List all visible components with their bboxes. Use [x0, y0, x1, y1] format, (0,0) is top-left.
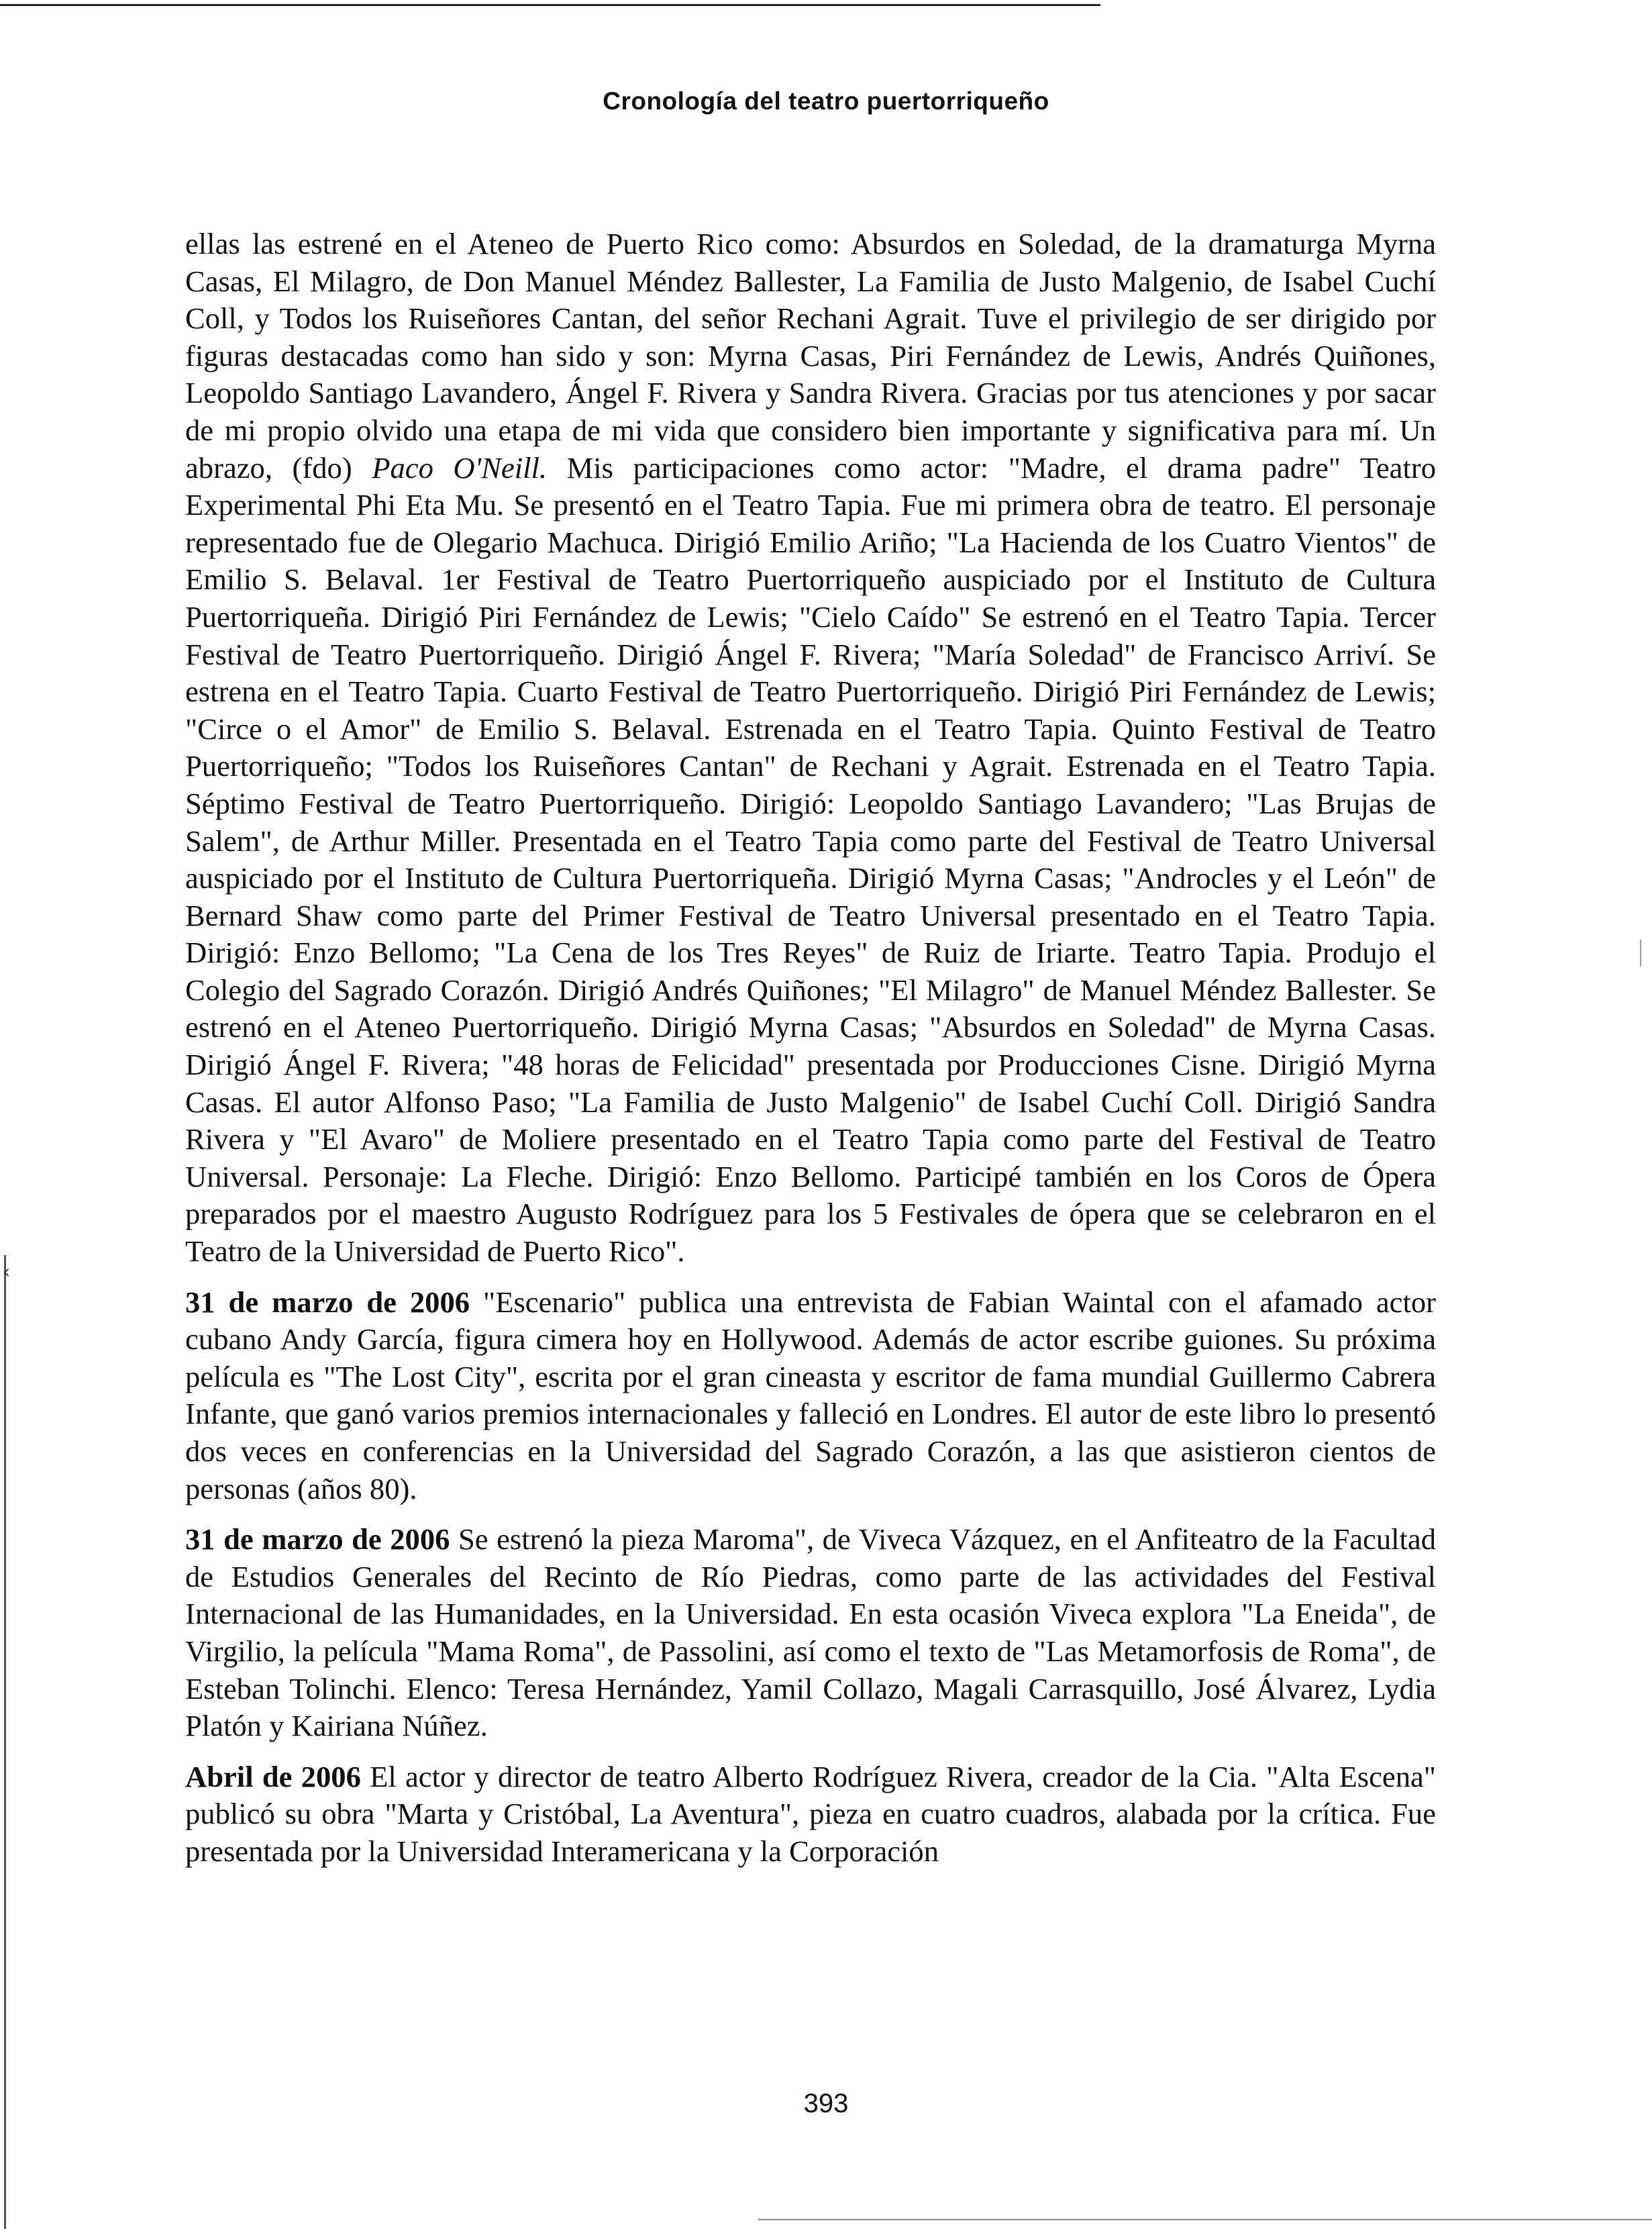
- scan-top-border: [0, 4, 1100, 6]
- paragraph-text: ellas las estrené en el Ateneo de Puerto Rico como: Absurdos en Soledad, de la dramaturga Myrna Casas, El Milagro, de Don Manuel Méndez Ballester, La Familia de Justo Malgenio, de Isabel Cuchí Coll, y Todos los Ruiseñores Cantan, del señor Rechani Agrait. Tuve el privilegio de ser dirigido por figuras destacadas como han sido y son: Myrna Casas, Piri Fernández de Lewis, Andrés Quiñones, Leopoldo Santiago Lavandero, Ángel F. Rivera y Sandra Rivera. Gracias por tus atenciones y por sacar de mi propio olvido una etapa de mi vida que considero bien importante y significativa para mí. Un abrazo, (fdo): [185, 227, 1436, 485]
- entry-date: 31 de marzo de 2006: [185, 1522, 450, 1556]
- scan-margin-mark: ‹: [3, 1260, 11, 1283]
- chronology-entry: [185, 1284, 1436, 1508]
- paragraph-text: Mis participaciones como actor: "Madre, el drama padre" Teatro Experimental Phi Eta Mu. Se presentó en el Teatro Tapia. Fue mi primera obra de teatro. El personaje representado fue de Olegario Machuca. Dirigió Emilio Ariño; "La Hacienda de los Cuatro Vientos" de Emilio S. Belaval. 1er Festival de Teatro Puertorriqueño auspiciado por el Instituto de Cultura Puertorriqueña. Dirigió Piri Fernández de Lewis; "Cielo Caído" Se estrenó en el Teatro Tapia. Tercer Festival de Teatro Puertorriqueño. Dirigió Ángel F. Rivera; "María Soledad" de Francisco Arriví. Se estrena en el Teatro Tapia. Cuarto Festival de Teatro Puertorriqueño. Dirigió Piri Fernández de Lewis; "Circe o el Amor" de Emilio S. Belaval. Estrenada en el Teatro Tapia. Quinto Festival de Teatro Puertorriqueño; "Todos los Ruiseñores Cantan" de Rechani y Agrait. Estrenada en el Teatro Tapia. Séptimo Festival de Teatro Puertorriqueño. Dirigió: Leopoldo Santiago Lavandero; "Las Brujas de Salem", de Arthur Miller. Presentada en el Teatro Tapia como parte del Festival de Teatro Universal auspiciado por el Instituto de Cultura Puertorriqueña. Dirigió Myrna Casas; "Androcles y el León" de Bernard Shaw como parte del Primer Festival de Teatro Universal presentado en el Teatro Tapia. Dirigió: Enzo Bellomo; "La Cena de los Tres Reyes" de Ruiz de Iriarte. Teatro Tapia. Produjo el Colegio del Sagrado Corazón. Dirigió Andrés Quiñones; "El Milagro" de Manuel Méndez Ballester. Se estrenó en el Ateneo Puertorriqueño. Dirigió Myrna Casas; "Absurdos en Soledad" de Myrna Casas. Dirigió Ángel F. Rivera; "48 horas de Felicidad" presentada por Producciones Cisne. Dirigió Myrna Casas. El autor Alfonso Paso; "La Familia de Justo Malgenio" de Isabel Cuchí Coll. Dirigió Sandra Rivera y "El Avaro" de Moliere presentado en el Teatro Tapia como parte del Festival de Teatro Universal. Personaje: La Fleche. Dirigió: Enzo Bellomo. Participé también en los Coros de Ópera preparados por el maestro Augusto Rodríguez para los 5 Festivales de ópera que se celebraron en el Teatro de la Universidad de Puerto Rico".: [185, 450, 1437, 1269]
- entry-text: "Escenario" publica una entrevista de Fabian Waintal con el afamado actor cubano Andy García, figura cimera hoy en Hollywood. Además de actor escribe guiones. Su próxima película es "The Lost City", escrita por el gran cineasta y escritor de fama mundial Guillermo Cabrera Infante, que ganó varios premios internacionales y falleció en Londres. El autor de este libro lo presentó dos veces en conferencias en la Universidad del Sagrado Corazón, a las que asistieron cientos de personas (años 80).: [185, 1285, 1437, 1505]
- chronology-entry: [185, 1521, 1436, 1745]
- signature: Paco O'Neill.: [372, 450, 548, 485]
- entry-date: Abril de 2006: [185, 1759, 361, 1793]
- scan-bottom-border: [758, 2219, 1652, 2220]
- scan-right-mark: [1640, 940, 1641, 967]
- page-body: [185, 226, 1436, 1884]
- chronology-entry: [185, 1759, 1436, 1871]
- continued-paragraph: [185, 226, 1436, 1271]
- entry-date: 31 de marzo de 2006: [185, 1285, 470, 1319]
- entry-text: Se estrenó la pieza Maroma", de Viveca Vázquez, en el Anfiteatro de la Facultad de Estudios Generales del Recinto de Río Piedras, como parte de las actividades del Festival Internacional de las Humanidades, en la Universidad. En esta ocasión Viveca explora "La Eneida", de Virgilio, la película "Mama Roma", de Passolini, así como el texto de "Las Metamorfosis de Roma", de Esteban Tolinchi. Elenco: Teresa Hernández, Yamil Collazo, Magali Carrasquillo, José Álvarez, Lydia Platón y Kairiana Núñez.: [185, 1522, 1436, 1743]
- page-number: 393: [803, 2089, 849, 2118]
- scan-left-edge: [4, 1255, 6, 2229]
- running-header: Cronología del teatro puertorriqueño: [603, 87, 1049, 115]
- entry-text: El actor y director de teatro Alberto Rodríguez Rivera, creador de la Cia. "Alta Escena" publicó su obra "Marta y Cristóbal, La Aventura", pieza en cuatro cuadros, alabada por la crítica. Fue presentada por la Universidad Interamericana y la Corporación: [185, 1759, 1436, 1868]
